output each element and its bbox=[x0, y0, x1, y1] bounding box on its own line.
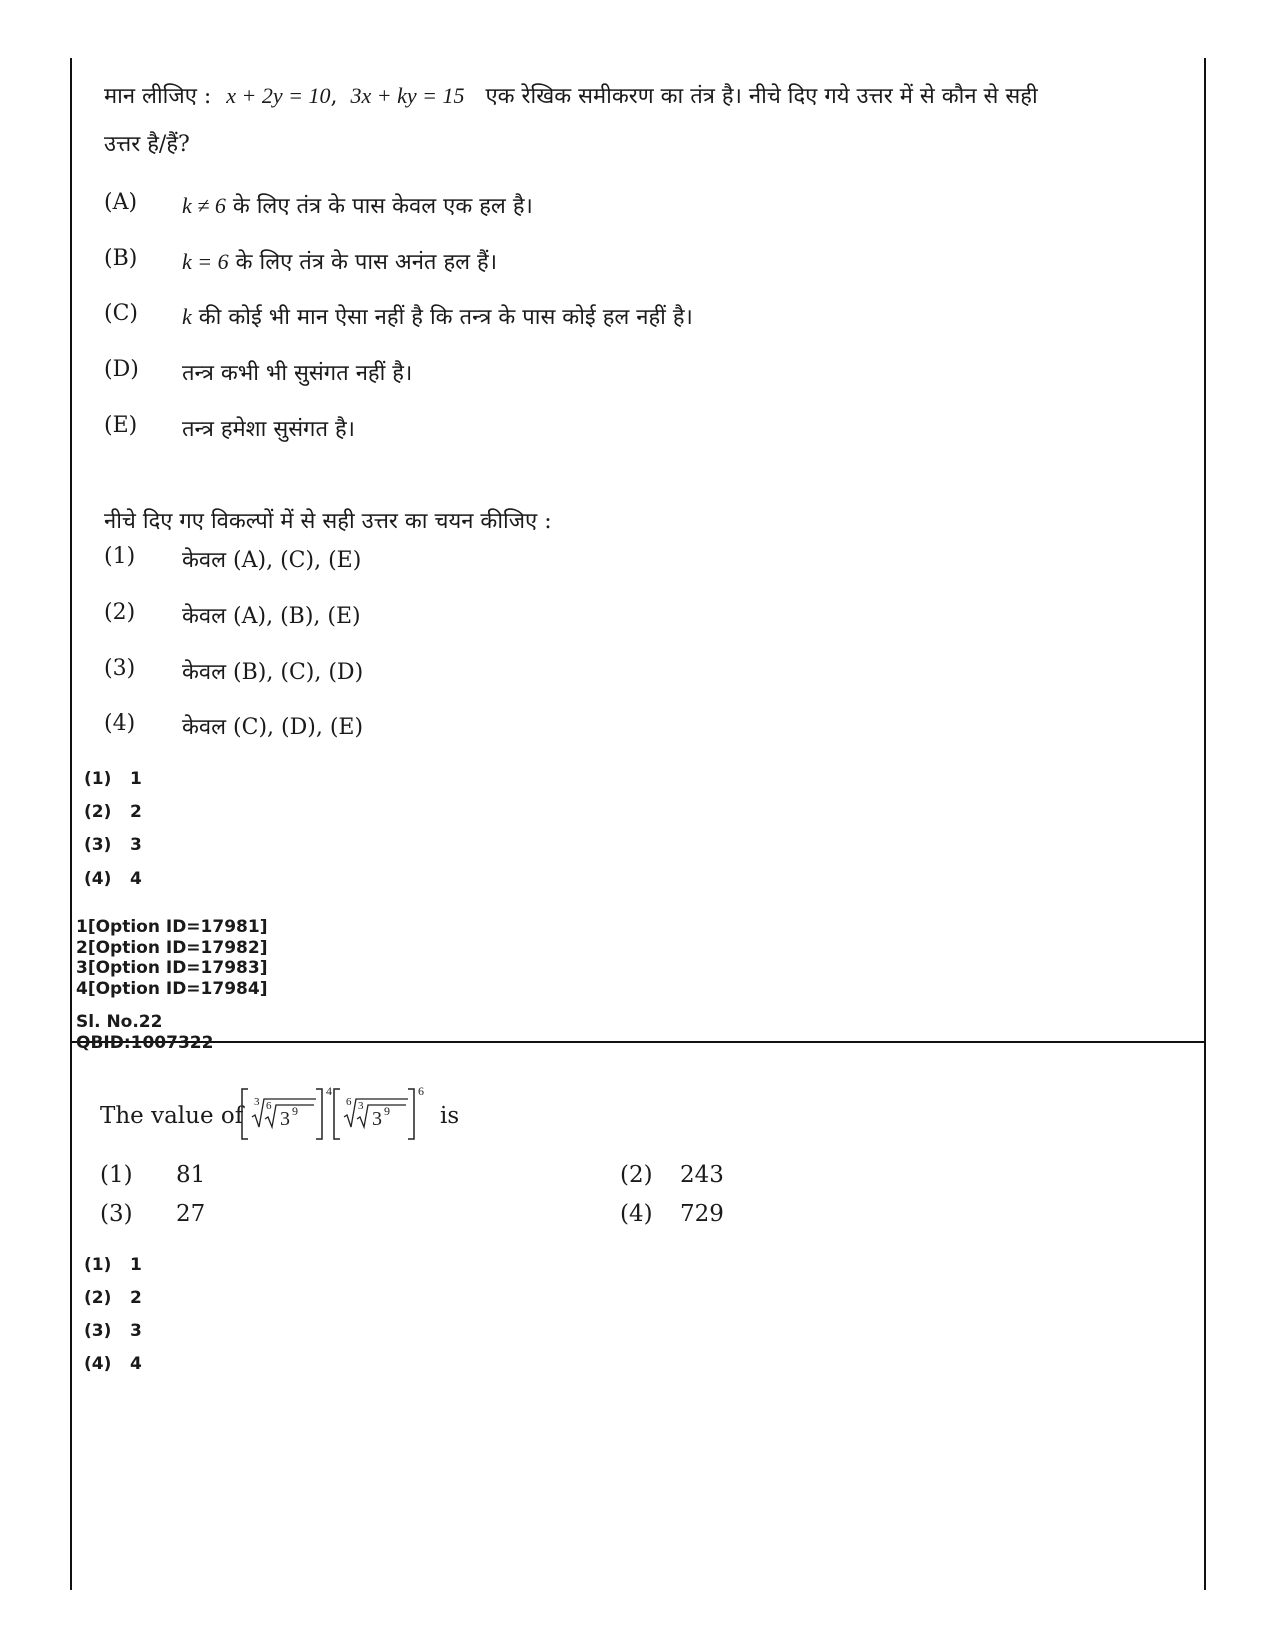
option-id-4: 4[Option ID=17984] bbox=[76, 979, 268, 999]
choice-label: (4) bbox=[104, 711, 136, 736]
statement-text: तन्त्र हमेशा सुसंगत है। bbox=[182, 417, 356, 442]
bracket-exponent: 6 bbox=[418, 1084, 424, 1098]
statement-math: k = 6 bbox=[182, 249, 229, 274]
radicand-base: 3 bbox=[372, 1108, 382, 1130]
choice-text: केवल (A), (B), (E) bbox=[182, 604, 361, 629]
q2-stem-prefix: The value of bbox=[100, 1103, 244, 1129]
q2-stem-suffix: is bbox=[440, 1103, 460, 1129]
q1-answer-option-2[interactable]: (2) 2 bbox=[84, 802, 142, 822]
choice-label: (3) bbox=[104, 656, 136, 681]
statement-math: k ≠ 6 bbox=[182, 193, 226, 218]
q2-answer-option-4[interactable]: (4) 4 bbox=[84, 1354, 142, 1374]
q2-answer-option-3[interactable]: (3) 3 bbox=[84, 1321, 142, 1341]
choice-text: केवल (C), (D), (E) bbox=[182, 715, 364, 740]
q1-answer-option-1[interactable]: (1) 1 bbox=[84, 769, 142, 789]
stem-suffix: एक रेखिक समीकरण का तंत्र है। नीचे दिए गये उत्तर में से कौन से सही bbox=[485, 84, 1038, 109]
choice-label: (2) bbox=[104, 600, 136, 625]
statement-label: (C) bbox=[104, 301, 138, 326]
choice-text: केवल (A), (C), (E) bbox=[182, 548, 362, 573]
statement-math: k bbox=[182, 304, 192, 329]
bracket-exponent: 4 bbox=[326, 1084, 332, 1098]
nested-radical-expression-2 bbox=[332, 1075, 428, 1143]
choose-instruction: नीचे दिए गए विकल्पों में से सही उत्तर का चयन कीजिए : bbox=[104, 509, 552, 534]
nested-radical-expression-1 bbox=[240, 1075, 336, 1143]
statement-text: की कोई भी मान ऐसा नहीं है कि तन्त्र के पास कोई हल नहीं है। bbox=[198, 305, 693, 330]
statement-text: के लिए तंत्र के पास अनंत हल हैं। bbox=[235, 250, 498, 275]
radicand-power: 9 bbox=[384, 1104, 390, 1118]
inner-root-index: 3 bbox=[358, 1100, 364, 1112]
inner-root-index: 6 bbox=[266, 1100, 272, 1112]
serial-number: Sl. No.22 bbox=[76, 1012, 163, 1032]
question2-stem bbox=[100, 1084, 520, 1153]
choice-text: केवल (B), (C), (D) bbox=[182, 660, 364, 685]
equation-2: 3x + ky = 15 bbox=[350, 83, 465, 108]
question1-stem-line1: मान लीजिए : x + 2y = 10, 3x + ky = 15 एक रेखिक समीकरण का तंत्र है। नीचे दिए गये उत्तर में से कौन से सही bbox=[104, 83, 1038, 109]
statement-label: (E) bbox=[104, 413, 138, 438]
statement-label: (B) bbox=[104, 246, 138, 271]
radicand-power: 9 bbox=[292, 1104, 298, 1118]
question1-stem bbox=[104, 72, 1174, 169]
q2-answer-option-2[interactable]: (2) 2 bbox=[84, 1288, 142, 1308]
left-border-line bbox=[70, 58, 72, 1590]
statement-text: तन्त्र कभी भी सुसंगत नहीं है। bbox=[182, 361, 413, 386]
q1-answer-option-3[interactable]: (3) 3 bbox=[84, 835, 142, 855]
option-id-1: 1[Option ID=17981] bbox=[76, 917, 268, 937]
option-id-2: 2[Option ID=17982] bbox=[76, 938, 268, 958]
q1-answer-option-4[interactable]: (4) 4 bbox=[84, 869, 142, 889]
choice-label: (1) bbox=[104, 544, 136, 569]
question-bank-id: QBID:1007322 bbox=[76, 1033, 214, 1053]
statement-label: (A) bbox=[104, 190, 138, 215]
question1-stem-line2: उत्तर है/हैं? bbox=[104, 132, 190, 157]
statement-label: (D) bbox=[104, 357, 139, 382]
equation-1: x + 2y = 10 bbox=[226, 83, 331, 108]
option-id-3: 3[Option ID=17983] bbox=[76, 958, 268, 978]
radicand-base: 3 bbox=[280, 1108, 290, 1130]
stem-prefix: मान लीजिए : bbox=[104, 84, 212, 109]
q2-answer-option-1[interactable]: (1) 1 bbox=[84, 1255, 142, 1275]
statement-text: के लिए तंत्र के पास केवल एक हल है। bbox=[232, 194, 533, 219]
question-separator-line bbox=[70, 1041, 1206, 1043]
outer-root-index: 3 bbox=[254, 1096, 260, 1108]
outer-root-index: 6 bbox=[346, 1096, 352, 1108]
right-border-line bbox=[1204, 58, 1206, 1590]
